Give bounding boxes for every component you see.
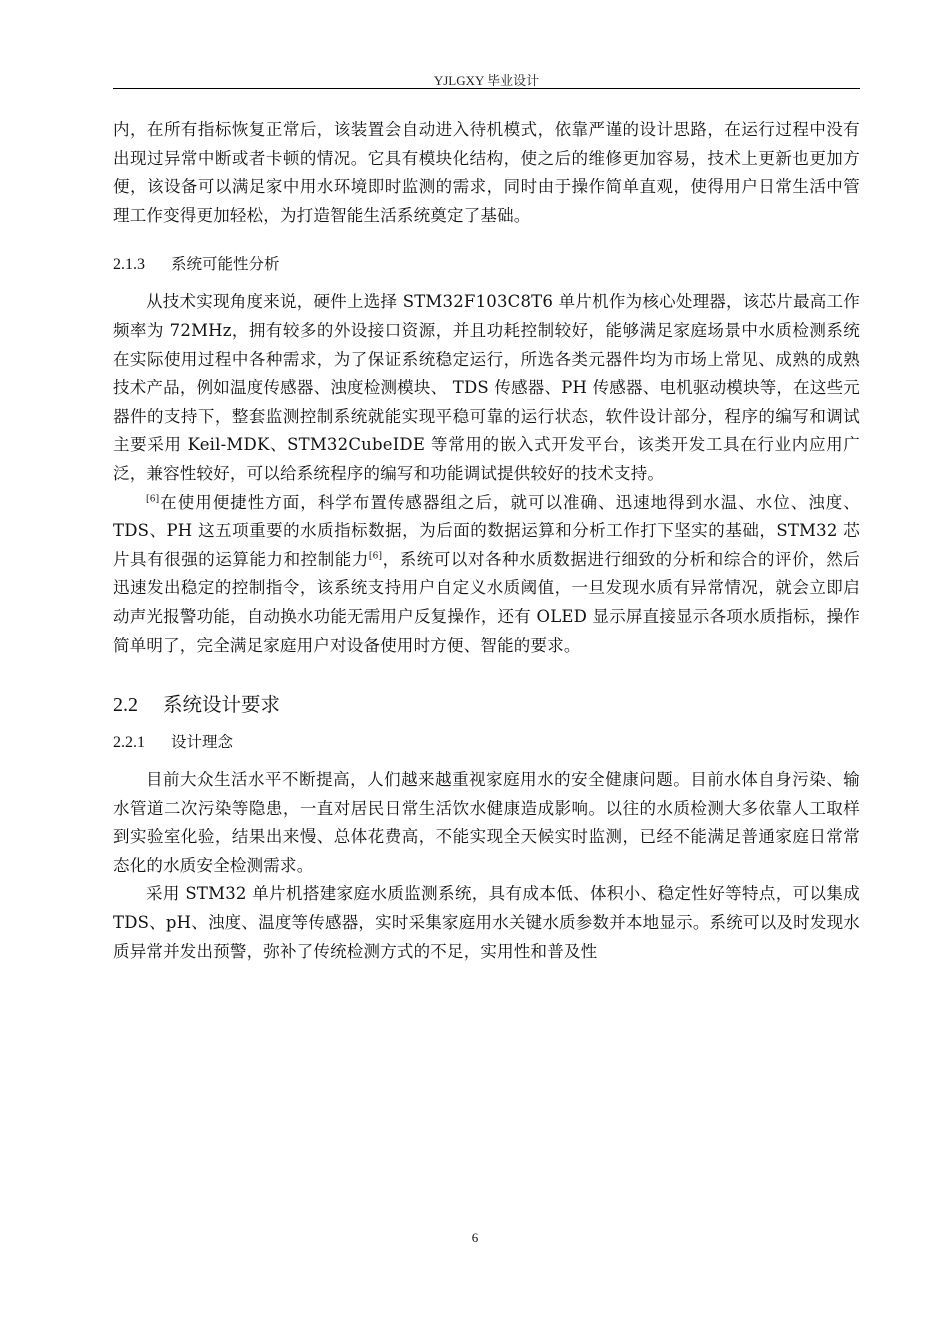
header-divider: [113, 88, 860, 89]
body-content: [113, 116, 860, 966]
section-heading-2-2: [113, 690, 860, 720]
paragraph-feasibility-usability: [113, 489, 860, 661]
section-number: 2.2: [113, 694, 138, 717]
section-heading-2-1-3: [113, 252, 860, 277]
section-title: 系统可能性分析: [171, 255, 280, 274]
citation-ref: [6]: [146, 494, 160, 505]
section-number: 2.2.1: [113, 734, 145, 752]
section-number: 2.1.3: [113, 256, 145, 274]
section-title: 设计理念: [171, 733, 234, 752]
paragraph-design-background: 目前大众生活水平不断提高，人们越来越重视家庭用水的安全健康问题。目前水体自身污染、输水管道二次污染等隐患，一直对居民日常生活饮水健康造成影响。以往的水质检测大多依靠人工取样到实验室化验，结果出来慢、总体花费高，不能实现全天候实时监测，已经不能满足普通家庭日常常态化的水质安全检测需求。: [113, 770, 860, 875]
section-heading-2-2-1: [113, 730, 860, 755]
page-header: YJLGXY 毕业设计: [433, 73, 540, 88]
paragraph-feasibility-technical: 从技术实现角度来说，硬件上选择 STM32F103C8T6 单片机作为核心处理器，该芯片最高工作频率为 72MHz，拥有较多的外设接口资源，并且功耗控制较好，能够满足家庭场景中水质检测系统在实际使用过程中各种需求，为了保证系统稳定运行，所选各类元器件均为市场上常见、成熟的成熟技术产品，例如温度传感器、浊度检测模块、 TDS 传感器、PH 传感器、电机驱动模块等，在这些元器件的支持下，整套监测控制系统就能实现平稳可靠的运行状态，软件设计部分，程序的编写和调试主要采用 Keil-MDK、STM32CubeIDE 等常用的嵌入式开发平台，该类开发工具在行业内应用广泛，兼容性较好，可以给系统程序的编写和功能调试提供较好的技术支持。: [113, 292, 860, 483]
paragraph-design-solution: 采用 STM32 单片机搭建家庭水质监测系统，具有成本低、体积小、稳定性好等特点，可以集成 TDS、pH、浊度、温度等传感器，实时采集家庭用水关键水质参数并本地显示。系统可以及时发现水质异常并发出预警，弥补了传统检测方式的不足，实用性和普及性: [113, 884, 860, 961]
paragraph-text-part1: 在使用便捷性方面，科学布置传感器组之后，就可以准确、迅速地得到水温、水位、浊度、TDS、PH 这五项重要的水质指标数据，为后面的数据运算和分析工作打下坚实的基础，STM32 芯片具有很强的运算能力和控制能力: [113, 492, 860, 569]
section-title: 系统设计要求: [163, 693, 281, 717]
paragraph-text-part2: ，系统可以对各种水质数据进行细致的分析和综合的评价，然后迅速发出稳定的控制指令，该系统支持用户自定义水质阈值，一旦发现水质有异常情况，就会立即启动声光报警功能，自动换水功能无需用户反复操作，还有 OLED 显示屏直接显示各项水质指标，操作简单明了，完全满足家庭用户对设备使用时方便、智能的要求。: [113, 549, 860, 655]
page-number: 6: [471, 1230, 479, 1245]
citation-ref: [6]: [368, 551, 383, 562]
paragraph-intro: 内，在所有指标恢复正常后，该装置会自动进入待机模式，依靠严谨的设计思路，在运行过程中没有出现过异常中断或者卡顿的情况。它具有模块化结构，使之后的维修更加容易，技术上更新也更加方便，该设备可以满足家中用水环境即时监测的需求，同时由于操作简单直观，使得用户日常生活中管理工作变得更加轻松，为打造智能生活系统奠定了基础。: [113, 120, 860, 225]
